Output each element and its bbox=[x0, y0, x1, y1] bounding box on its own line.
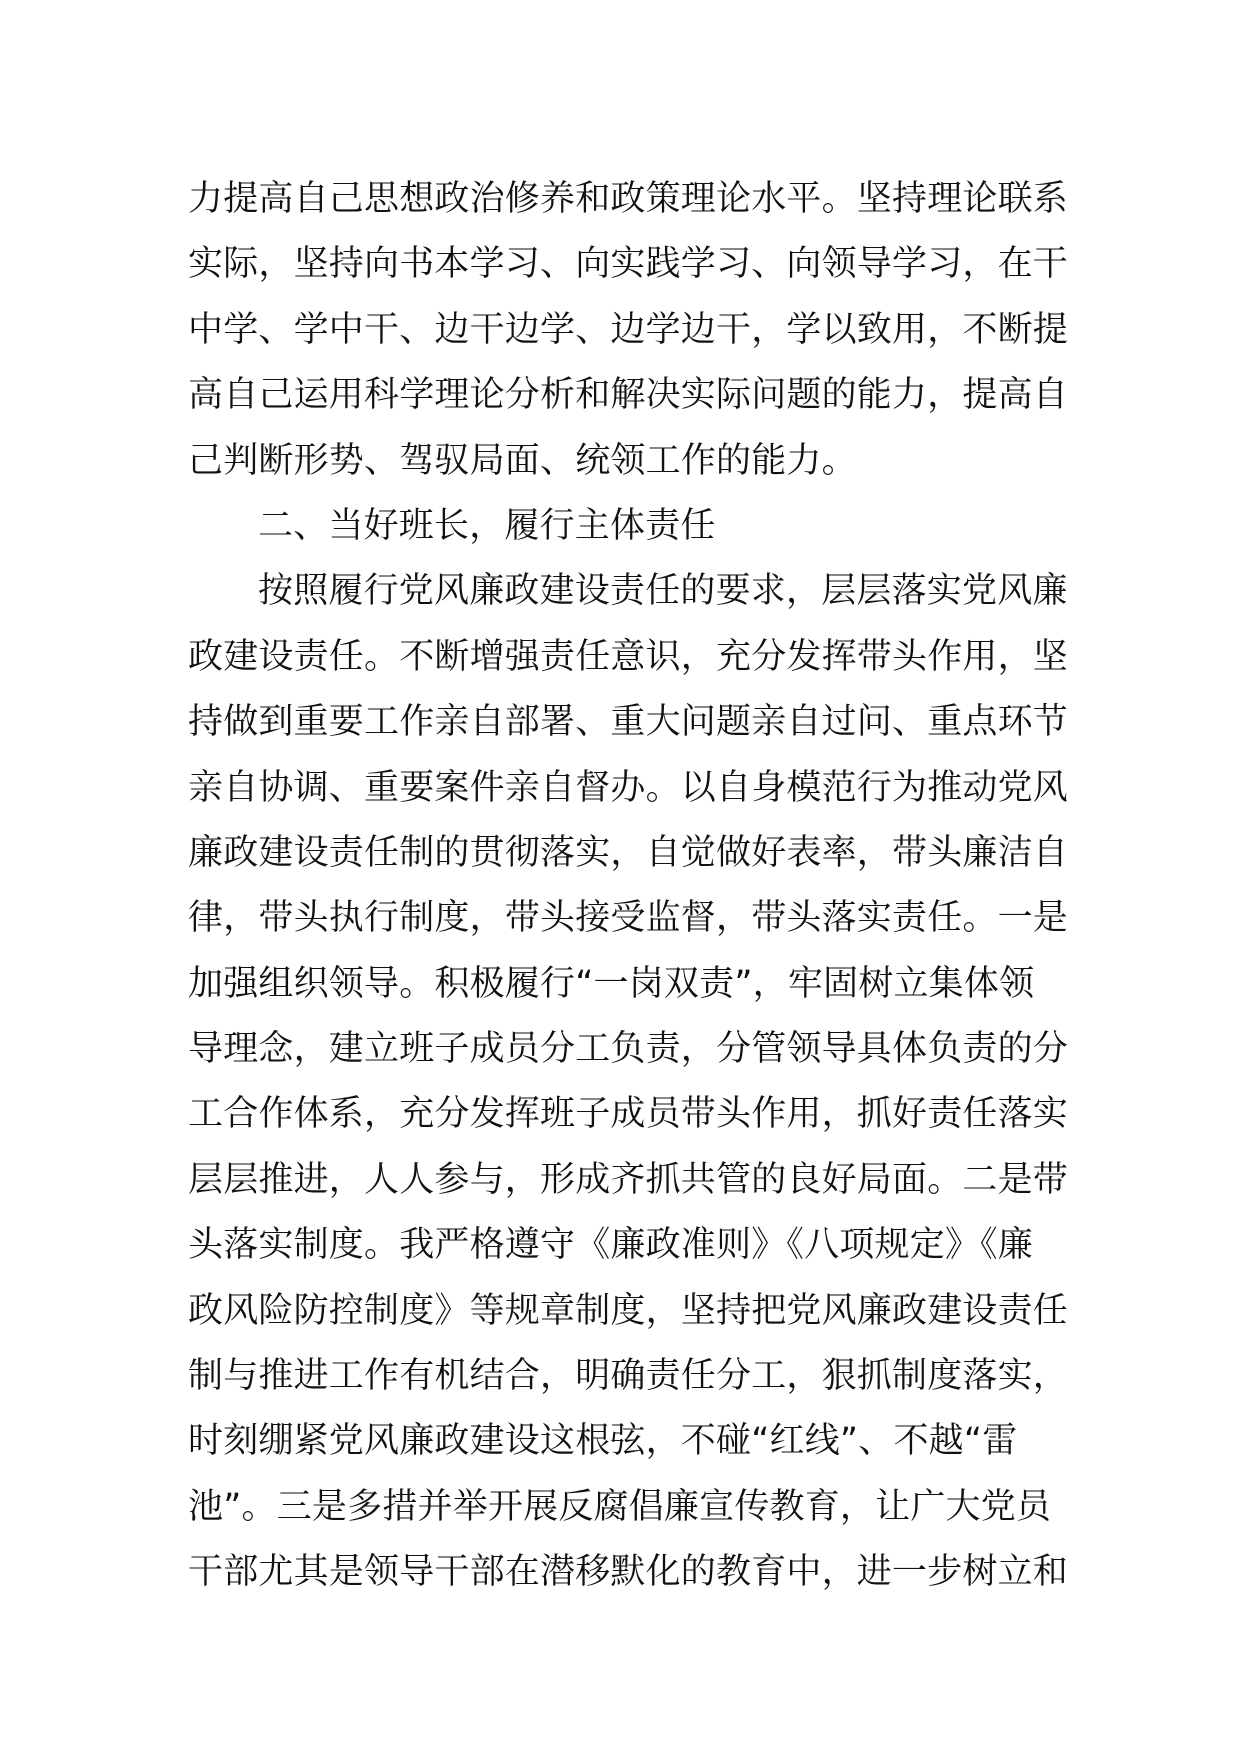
text-line: 导理念，建立班子成员分工负责，分管领导具体负责的分 bbox=[188, 1029, 1069, 1070]
paragraph-first-line: 按照履行党风廉政建设责任的要求，层层落实党风廉 bbox=[258, 571, 1068, 612]
text-line: 己判断形势、驾驭局面、统领工作的能力。 bbox=[188, 440, 857, 481]
text-line: 工合作体系，充分发挥班子成员带头作用，抓好责任落实 bbox=[188, 1094, 1069, 1135]
text-line: 中学、学中干、边干边学、边学边干，学以致用，不断提 bbox=[188, 309, 1069, 350]
text-line: 池”。三是多措并举开展反腐倡廉宣传教育，让广大党员 bbox=[188, 1486, 1052, 1527]
document-body bbox=[188, 167, 1069, 1606]
text-line: 高自己运用科学理论分析和解决实际问题的能力，提高自 bbox=[188, 375, 1069, 416]
text-line: 制与推进工作有机结合，明确责任分工，狠抓制度落实， bbox=[188, 1356, 1069, 1397]
text-line: 实际，坚持向书本学习、向实践学习、向领导学习，在干 bbox=[188, 244, 1069, 285]
text-line: 政建设责任。不断增强责任意识，充分发挥带头作用，坚 bbox=[188, 636, 1069, 677]
text-line: 干部尤其是领导干部在潜移默化的教育中，进一步树立和 bbox=[188, 1552, 1069, 1593]
text-line: 律，带头执行制度，带头接受监督，带头落实责任。一是 bbox=[188, 898, 1069, 939]
text-line: 廉政建设责任制的贯彻落实，自觉做好表率，带头廉洁自 bbox=[188, 832, 1069, 873]
text-line: 加强组织领导。积极履行“一岗双责”，牢固树立集体领 bbox=[188, 963, 1035, 1004]
text-line: 亲自协调、重要案件亲自督办。以自身模范行为推动党风 bbox=[188, 767, 1069, 808]
text-line: 层层推进，人人参与，形成齐抓共管的良好局面。二是带 bbox=[188, 1159, 1069, 1200]
text-line: 时刻绷紧党风廉政建设这根弦，不碰“红线”、不越“雷 bbox=[188, 1421, 1018, 1462]
text-line: 持做到重要工作亲自部署、重大问题亲自过问、重点环节 bbox=[188, 702, 1069, 743]
text-line: 政风险防控制度》等规章制度，坚持把党风廉政建设责任 bbox=[188, 1290, 1069, 1331]
section-heading: 二、当好班长，履行主体责任 bbox=[258, 505, 716, 546]
text-line: 头落实制度。我严格遵守《廉政准则》《八项规定》《廉 bbox=[188, 1225, 1034, 1266]
text-line: 力提高自己思想政治修养和政策理论水平。坚持理论联系 bbox=[188, 179, 1069, 219]
